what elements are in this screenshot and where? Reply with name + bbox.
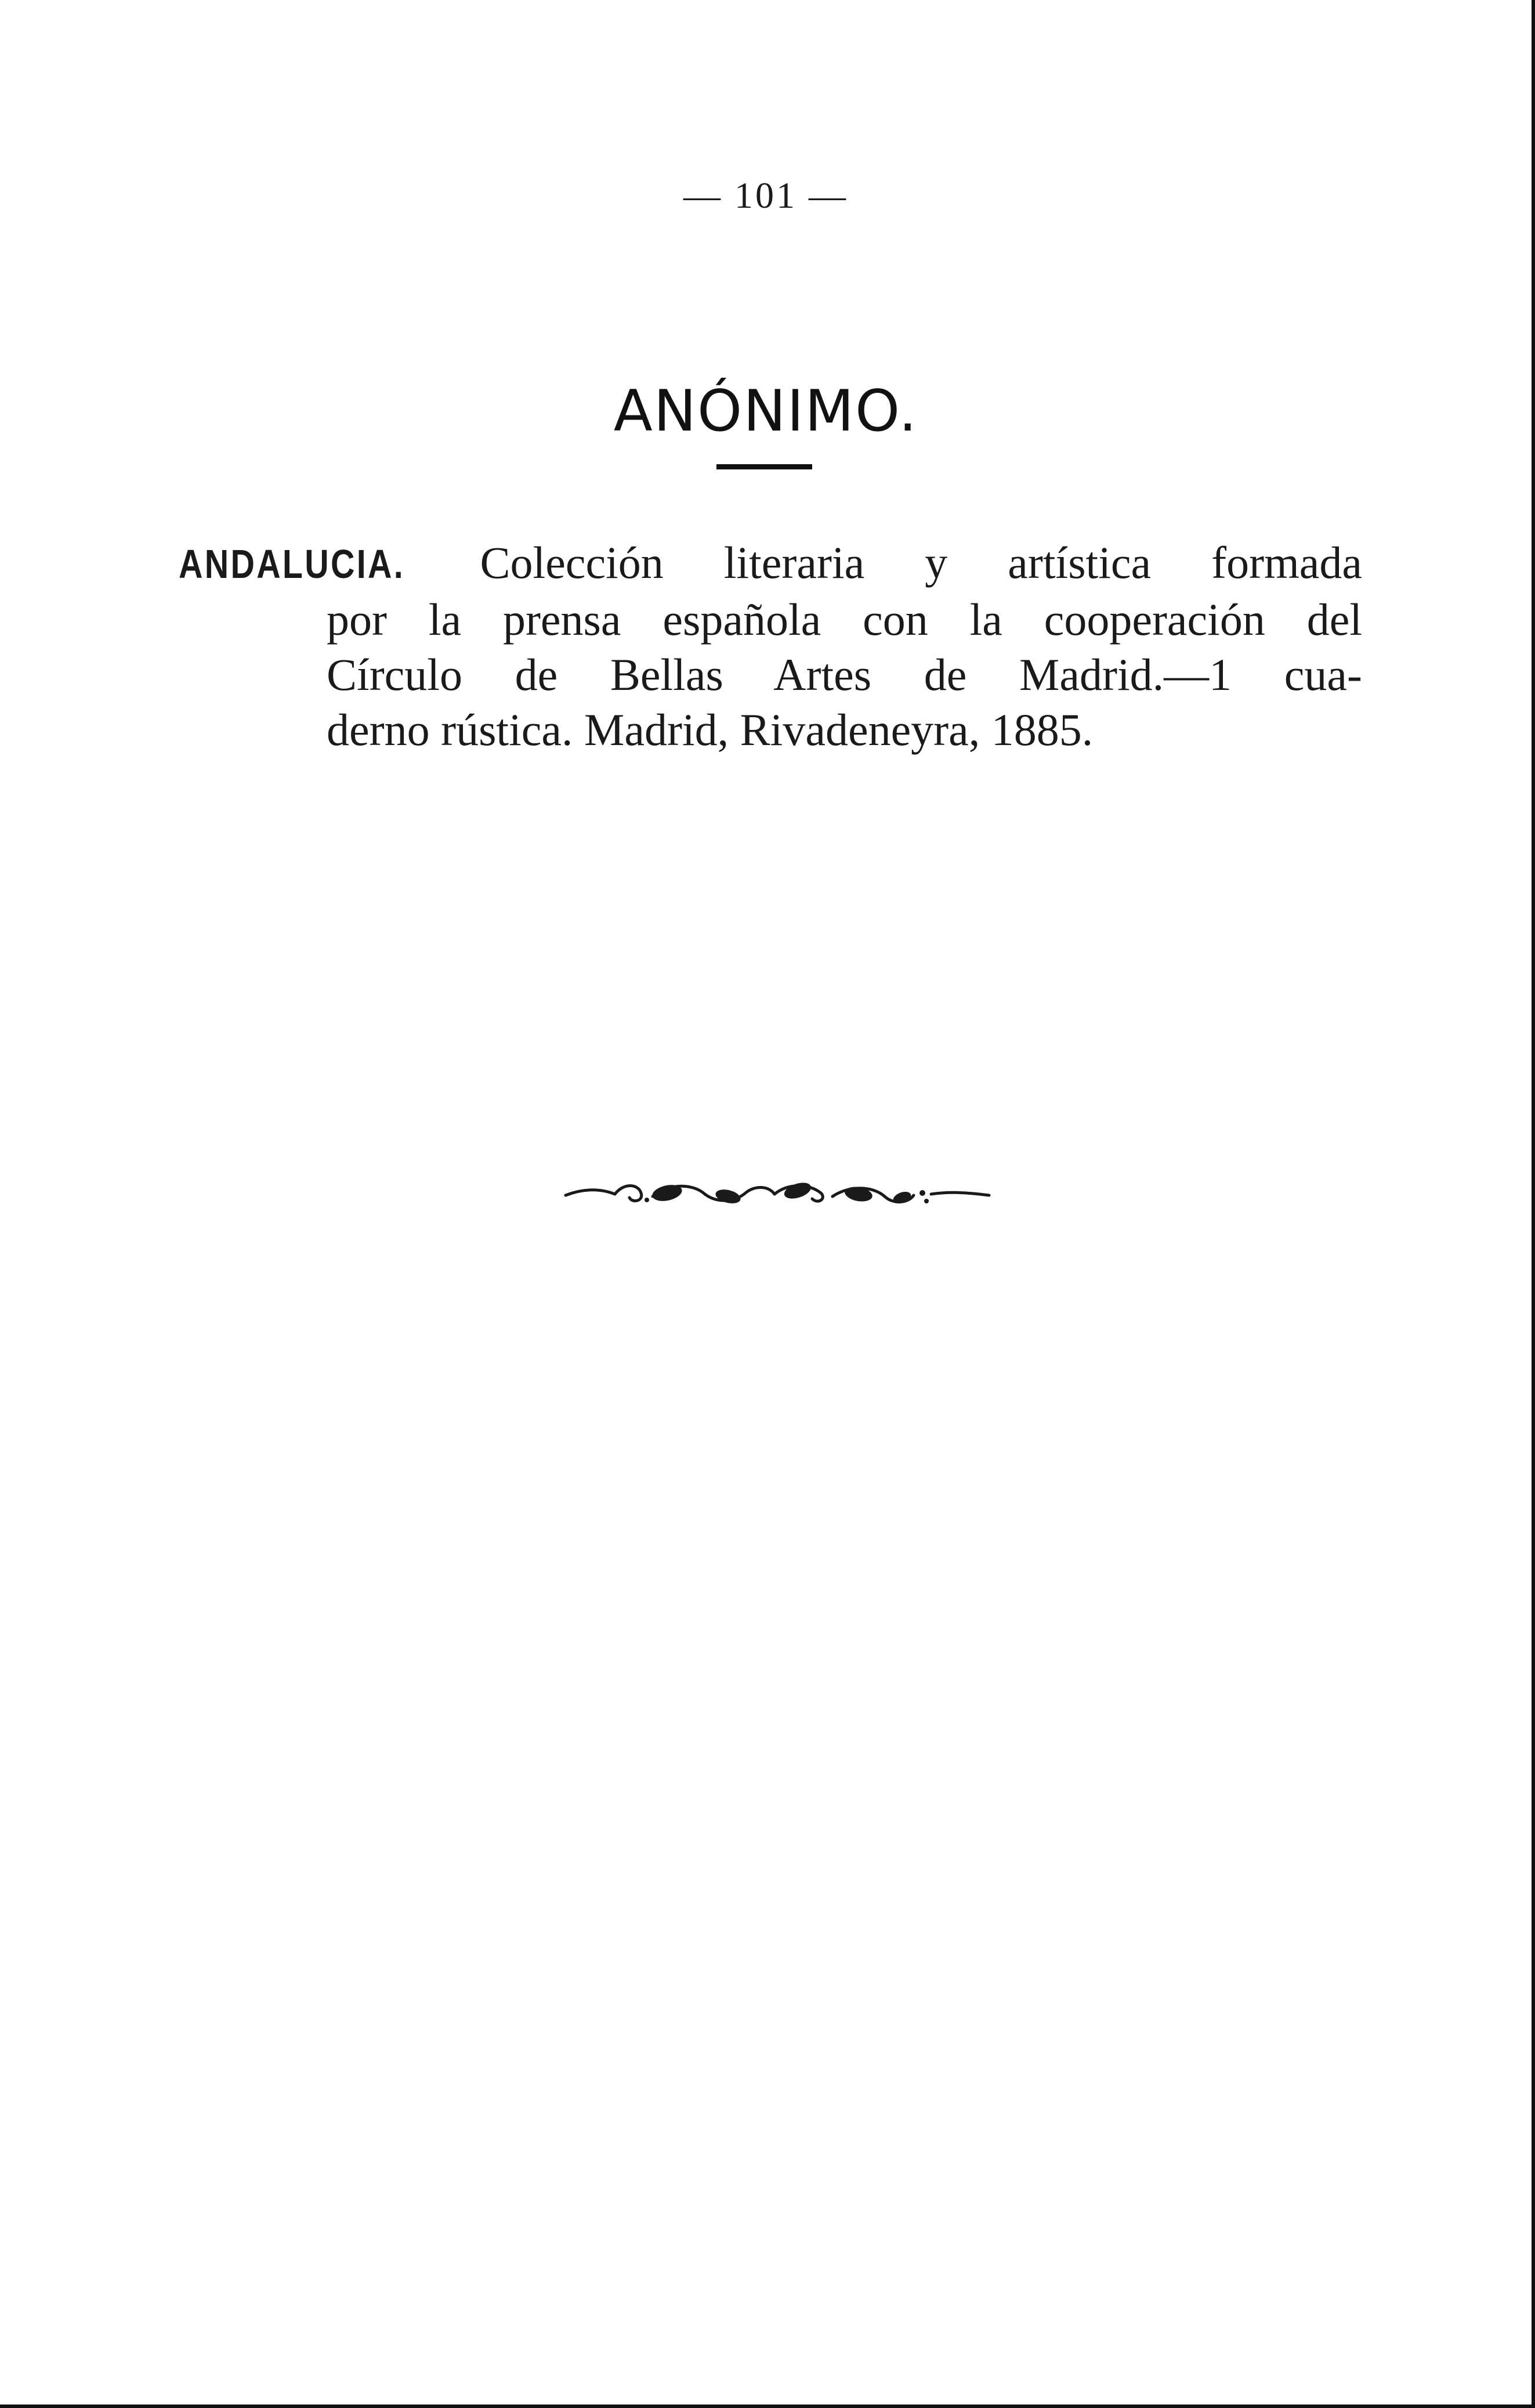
- bibliographic-entry: [179, 535, 1362, 757]
- entry-line-2: por la prensa española con la cooperación del: [327, 594, 1362, 645]
- entry-title: ANDALUCIA.: [179, 541, 405, 587]
- entry-line-4: derno rústica. Madrid, Rivadeneyra, 1885.: [327, 704, 1094, 755]
- entry-line-1: [179, 535, 1362, 592]
- entry-line-3: Círculo de Bellas Artes de Madrid.—1 cua-: [327, 649, 1362, 700]
- heading-rule: [716, 464, 812, 469]
- author-heading: ANÓNIMO.: [613, 378, 918, 444]
- vine-scroll-ornament-icon: [560, 1171, 995, 1217]
- entry-text-1: Colección literaria y artística formada: [480, 537, 1362, 588]
- page-number: — 101 —: [683, 175, 848, 216]
